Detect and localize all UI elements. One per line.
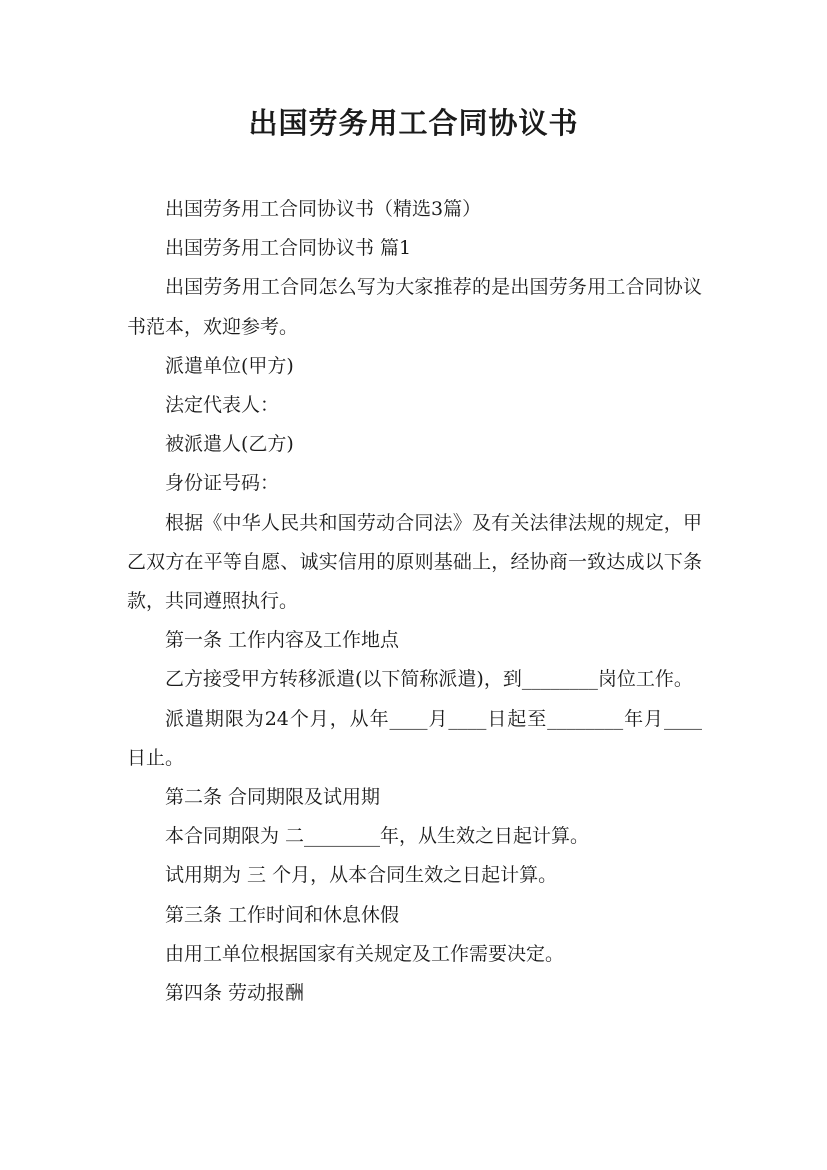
document-title: 出国劳务用工合同协议书 bbox=[248, 106, 579, 140]
article-3-heading: 第三条 工作时间和休息休假 bbox=[165, 903, 400, 926]
paragraph-party-b: 被派遣人(乙方) bbox=[165, 433, 294, 456]
paragraph-contract-term: 本合同期限为 二________年，从生效之日起计算。 bbox=[165, 825, 590, 848]
paragraph-working-hours: 由用工单位根据国家有关规定及工作需要决定。 bbox=[165, 942, 565, 965]
paragraph-selection-heading: 出国劳务用工合同协议书（精选3篇） bbox=[165, 198, 482, 220]
article-1-heading: 第一条 工作内容及工作地点 bbox=[165, 629, 400, 652]
paragraph-id-number: 身份证号码： bbox=[165, 472, 280, 495]
article-2-heading: 第二条 合同期限及试用期 bbox=[165, 786, 381, 809]
document-body bbox=[127, 190, 702, 1013]
article-4-heading: 第四条 劳动报酬 bbox=[165, 982, 305, 1005]
paragraph-probation: 试用期为 三 个月，从本合同生效之日起计算。 bbox=[165, 864, 558, 887]
paragraph-party-a: 派遣单位(甲方) bbox=[165, 354, 294, 377]
paragraph-work-post: 乙方接受甲方转移派遣(以下简称派遣)，到________岗位工作。 bbox=[165, 668, 693, 691]
paragraph-legal-representative: 法定代表人： bbox=[165, 394, 280, 417]
paragraph-dispatch-period: 派遣期限为24个月，从年____月____日起至________年月____日止。 bbox=[127, 707, 702, 769]
paragraph-intro: 出国劳务用工合同怎么写为大家推荐的是出国劳务用工合同协议书范本，欢迎参考。 bbox=[127, 276, 702, 338]
paragraph-legal-basis: 根据《中华人民共和国劳动合同法》及有关法律法规的规定，甲乙双方在平等自愿、诚实信用的原则基础上，经协商一致达成以下条款，共同遵照执行。 bbox=[127, 511, 702, 613]
paragraph-part-heading: 出国劳务用工合同协议书 篇1 bbox=[165, 237, 412, 260]
